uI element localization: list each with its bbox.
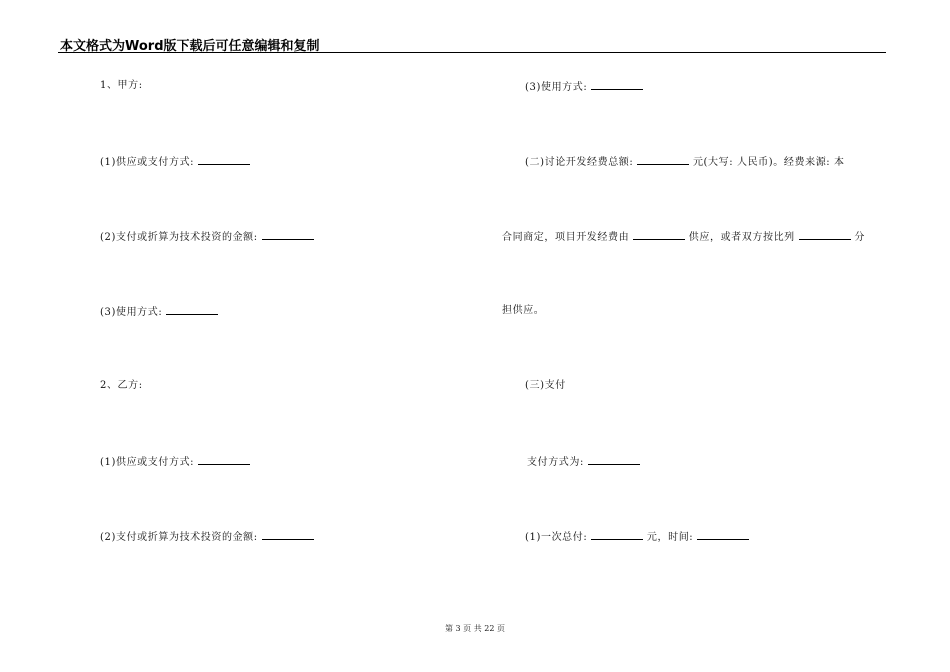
party-a-supply-method xyxy=(100,155,250,169)
party-b-heading xyxy=(100,380,143,392)
total-funding xyxy=(525,155,845,169)
party-a-supply-label: (1)供应或支付方式: xyxy=(100,157,195,168)
funding-source-continued xyxy=(502,305,544,317)
usage-method-label: (3)使用方式: xyxy=(525,82,588,93)
blank-field xyxy=(588,455,640,465)
blank-field xyxy=(198,155,250,165)
blank-field xyxy=(262,230,314,240)
party-b-supply-method xyxy=(100,455,250,469)
payment-heading-label: (三)支付 xyxy=(525,380,566,391)
blank-field xyxy=(262,530,314,540)
payment-heading xyxy=(525,380,566,392)
lump-sum-payment xyxy=(525,530,749,544)
party-a-usage-label: (3)使用方式: xyxy=(100,307,163,318)
blank-field xyxy=(799,230,851,240)
total-funding-label: (二)讨论开发经费总额: xyxy=(525,157,634,168)
header-rule xyxy=(58,52,886,53)
party-b-investment-label: (2)支付或折算为技术投资的金额: xyxy=(100,532,258,543)
funding-source-text-2: 供应，或者双方按比列 xyxy=(688,232,795,243)
usage-method xyxy=(525,80,643,94)
funding-source-text-1: 合同商定，项目开发经费由 xyxy=(502,232,630,243)
funding-source-text-3: 分 xyxy=(854,232,865,243)
funding-source-text-4: 担供应。 xyxy=(502,305,545,316)
party-b-investment-amount xyxy=(100,530,314,544)
party-a-usage-method xyxy=(100,305,218,319)
payment-method xyxy=(527,455,640,469)
blank-field xyxy=(697,530,749,540)
party-b-label: 2、乙方: xyxy=(100,380,143,391)
payment-method-label: 支付方式为: xyxy=(527,457,584,468)
blank-field xyxy=(198,455,250,465)
party-b-supply-label: (1)供应或支付方式: xyxy=(100,457,195,468)
blank-field xyxy=(166,305,218,315)
party-a-heading xyxy=(100,80,143,92)
lump-sum-label: (1)一次总付: xyxy=(525,532,588,543)
party-a-label: 1、甲方: xyxy=(100,80,143,91)
blank-field xyxy=(637,155,689,165)
page-number-footer: 第 3 页 共 22 页 xyxy=(445,624,505,633)
total-funding-suffix: 元(大写: 人民币)。经费来源: 本 xyxy=(692,157,845,168)
party-a-investment-amount xyxy=(100,230,314,244)
blank-field xyxy=(591,530,643,540)
blank-field xyxy=(591,80,643,90)
blank-field xyxy=(633,230,685,240)
page-header-title: 本文格式为Word版下载后可任意编辑和复制 xyxy=(60,39,320,54)
lump-sum-time-label: 元，时间: xyxy=(646,532,694,543)
party-a-investment-label: (2)支付或折算为技术投资的金额: xyxy=(100,232,258,243)
funding-source xyxy=(502,230,865,244)
